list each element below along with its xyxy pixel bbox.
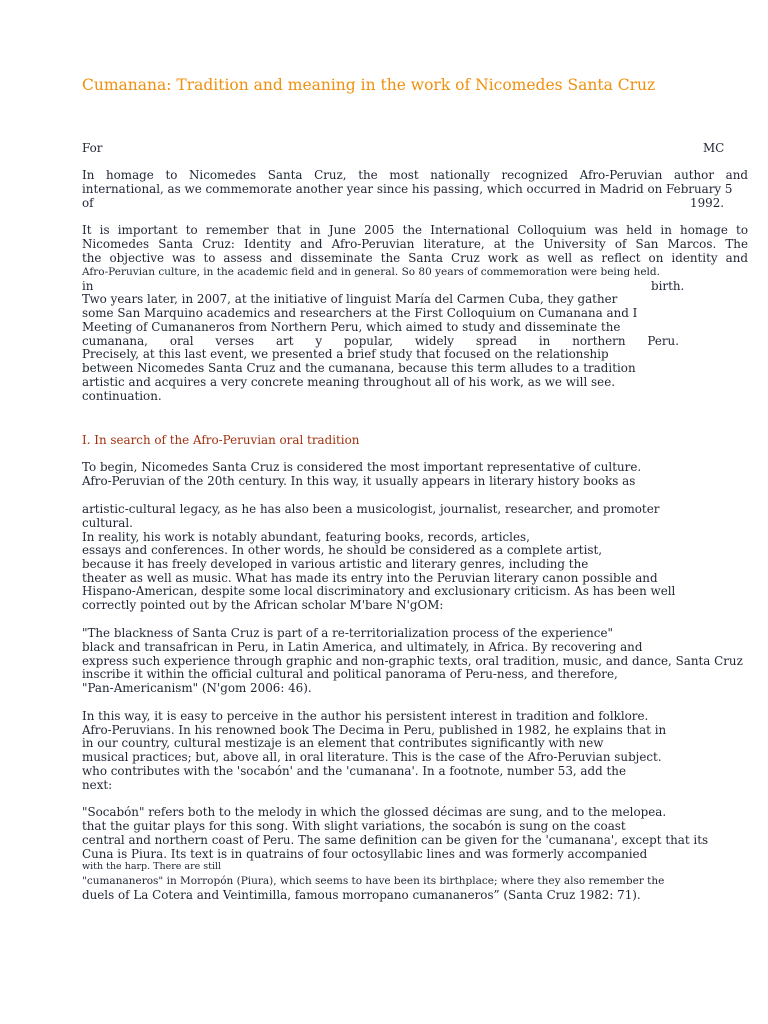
quote1-line-2: black and transafrican in Peru, in Latin America, and ultimately, in Africa. By recovering and — [82, 640, 643, 654]
para2-line-3: the objective was to assess and disseminate the Santa Cruz work as well as reflect on identity and — [82, 251, 748, 265]
quote1-line-3: express such experience through graphic and non-graphic texts, oral tradition, music, and dance, Santa Cruz — [82, 654, 743, 668]
quote2-line-1: "Socabón" refers both to the melody in which the glossed décimas are sung, and to the melopea. — [82, 805, 667, 819]
para2-line-10: Precisely, at this last event, we presented a brief study that focused on the relationship — [82, 347, 609, 361]
para4-line-8: correctly pointed out by the African scholar M'bare N'gOM: — [82, 598, 444, 612]
intro-line-1: In homage to Nicomedes Santa Cruz, the most nationally recognized Afro-Peruvian author and — [82, 168, 748, 182]
byline-author-initials: MC — [703, 141, 725, 155]
para2-line-5-end: birth. — [651, 279, 685, 293]
quote2-line-5: with the harp. There are still — [82, 861, 222, 872]
para2-line-4: Afro-Peruvian culture, in the academic field and in general. So 80 years of commemoration were being held. — [82, 266, 660, 278]
para5-line-1: In this way, it is easy to perceive in the author his persistent interest in tradition and folklore. — [82, 709, 649, 723]
quote1-line-4: inscribe it within the official cultural and political panorama of Peru-ness, and therefore, — [82, 667, 618, 681]
para5-line-4: musical practices; but, above all, in oral literature. This is the case of the Afro-Peruvian subject. — [82, 750, 662, 764]
para3-line-1: To begin, Nicomedes Santa Cruz is considered the most important representative of culture. — [82, 460, 642, 474]
document-title: Cumanana: Tradition and meaning in the work of Nicomedes Santa Cruz — [82, 76, 656, 94]
para5-line-5: who contributes with the 'socabón' and the 'cumanana'. In a footnote, number 53, add the — [82, 764, 627, 778]
para4-line-2: cultural. — [82, 516, 133, 530]
para4-line-6: theater as well as music. What has made its entry into the Peruvian literary canon possible and — [82, 571, 658, 585]
quote2-line-2: that the guitar plays for this song. With slight variations, the socabón is sung on the coast — [82, 819, 626, 833]
para5-line-2: Afro-Peruvians. In his renowned book The Decima in Peru, published in 1982, he explains that in — [82, 723, 667, 737]
para2-line-5: in — [82, 279, 94, 293]
para4-line-1: artistic-cultural legacy, as he has also been a musicologist, journalist, researcher, and promoter — [82, 502, 660, 516]
para2-line-2: Nicomedes Santa Cruz: Identity and Afro-Peruvian literature, at the University of San Marcos. The — [82, 237, 748, 251]
para2-line-13: continuation. — [82, 389, 162, 403]
quote1-line-1: "The blackness of Santa Cruz is part of a re-territorialization process of the experience" — [82, 626, 613, 640]
intro-line-3: of — [82, 196, 94, 210]
para2-line-12: artistic and acquires a very concrete meaning throughout all of his work, as we will see. — [82, 375, 616, 389]
quote1-line-5: "Pan-Americanism" (N'gom 2006: 46). — [82, 681, 312, 695]
para4-line-3: In reality, his work is notably abundant, featuring books, records, articles, — [82, 530, 530, 544]
section-heading: I. In search of the Afro-Peruvian oral tradition — [82, 433, 360, 447]
para2-line-8: Meeting of Cumananeros from Northern Peru, which aimed to study and disseminate the — [82, 320, 621, 334]
para2-line-11: between Nicomedes Santa Cruz and the cumanana, because this term alludes to a tradition — [82, 361, 636, 375]
para5-line-3: in our country, cultural mestizaje is an element that contributes significantly with new — [82, 736, 604, 750]
intro-line-2: international, as we commemorate another year since his passing, which occurred in Madrid on February 5 — [82, 182, 733, 196]
para4-line-5: because it has freely developed in various artistic and literary genres, including the — [82, 557, 589, 571]
intro-line-3-end: 1992. — [690, 196, 725, 210]
para3-line-2: Afro-Peruvian of the 20th century. In this way, it usually appears in literary history books as — [82, 474, 636, 488]
para2-line-9: cumanana, oral verses art y popular, widely spread in northern Peru. — [82, 334, 679, 348]
quote2-line-4: Cuna is Piura. Its text is in quatrains of four octosyllabic lines and was formerly accompanied — [82, 847, 648, 861]
para2-line-7: some San Marquino academics and researchers at the First Colloquium on Cumanana and I — [82, 306, 638, 320]
para2-line-1: It is important to remember that in June 2005 the International Colloquium was held in homage to — [82, 223, 748, 237]
para5-line-6: next: — [82, 778, 113, 792]
quote2-line-7: duels of La Cotera and Veintimilla, famous morropano cumananeros” (Santa Cruz 1982: 71). — [82, 888, 641, 902]
byline-author-prefix: For — [82, 141, 103, 155]
para2-line-6: Two years later, in 2007, at the initiative of linguist María del Carmen Cuba, they gather — [82, 292, 618, 306]
para4-line-7: Hispano-American, despite some local discriminatory and exclusionary criticism. As has been well — [82, 584, 676, 598]
quote2-line-6: "cumananeros" in Morropón (Piura), which seems to have been its birthplace; where they also remember the — [82, 875, 665, 887]
para4-line-4: essays and conferences. In other words, he should be considered as a complete artist, — [82, 543, 603, 557]
quote2-line-3: central and northern coast of Peru. The same definition can be given for the 'cumanana', except that its — [82, 833, 709, 847]
